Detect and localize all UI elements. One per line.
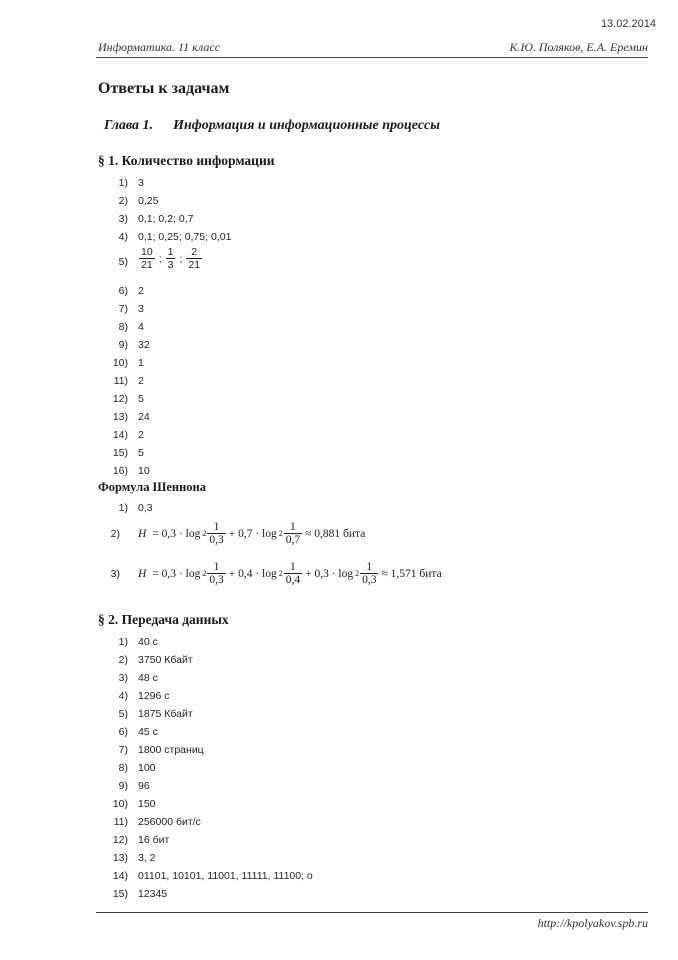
answer-item [112,834,170,846]
shannon-formula-2 [110,521,367,546]
answer-number: 8) [118,762,128,774]
header-course: Информатика. 11 класс [98,40,221,54]
answer-item [118,744,204,756]
answer-text: 3750 Кбайт [138,654,193,666]
answer-number: 2) [118,195,128,207]
answer-text: 2 [138,429,144,441]
fraction [284,521,302,546]
answer-number: 3) [110,567,120,580]
answer-text: 0,25 [138,195,159,207]
answer-item [112,798,156,810]
answer-number: 9) [118,339,128,351]
fraction-denominator: 0,3 [362,574,377,586]
fraction [284,561,302,586]
answer-number: 10) [112,798,128,810]
fraction-denominator: 0,4 [285,574,301,586]
answer-item [112,852,156,864]
answer-number: 11) [113,375,128,387]
answer-text: 5 [138,447,144,459]
answer-number: 7) [118,744,128,756]
fraction-denominator: 21 [141,259,153,271]
fraction-numerator: 1 [366,561,373,573]
answer-number: 8) [118,321,128,333]
answer-item [118,339,150,351]
answer-text: 1800 страниц [138,744,204,756]
answer-item [112,393,144,405]
answer-item [118,708,193,720]
answer-item [113,816,201,828]
answer-text: 4 [138,321,144,333]
fraction-numerator: 1 [290,521,296,533]
fraction [186,246,202,271]
answer-text: 0,1; 0,2; 0,7 [138,213,194,225]
answer-number: 16) [112,465,128,477]
answer-number: 15) [112,447,128,459]
fraction [360,561,378,586]
fraction-denominator: 0,7 [285,534,301,546]
answer-item [118,654,193,666]
answer-text: 10 [138,465,150,477]
answer-number: 1) [118,636,128,648]
answer-number: 12) [112,834,128,846]
fraction-numerator: 1 [290,561,296,573]
answer-text: 32 [138,339,150,351]
answer-number: 9) [118,780,128,792]
answer-text: 3 [138,303,144,315]
shannon-answer-1 [118,502,153,514]
fraction [166,246,176,271]
fraction-numerator: 10 [141,246,153,258]
formula-term: + 0,3 · log [305,567,354,580]
formula-variable: H [138,567,147,580]
answer-item [113,375,144,387]
answer-item [118,321,144,333]
log-base: 2 [278,529,283,538]
answer-item [118,636,158,648]
fraction [139,246,155,271]
answer-item [118,690,170,702]
answer-item [118,285,144,297]
log-base: 2 [202,529,207,538]
answer-text: 45 с [138,726,158,738]
formula-term: + 0,7 · log [228,527,277,540]
fraction-denominator: 3 [167,259,174,271]
answer-text: 2 [138,285,144,297]
answer-text: 1296 с [138,690,170,702]
fraction-denominator: 21 [188,259,201,271]
answer-item [118,726,158,738]
answer-text: 1 [138,357,144,369]
answer-number: 5) [118,708,128,720]
answer-item [112,447,144,459]
answer-item [112,465,150,477]
section-1-heading: § 1. Количество информации [98,153,275,168]
answer-text: 01101, 10101, 11001, 11111, 11100; о [138,870,313,882]
answer-item [118,303,144,315]
fraction [207,561,225,586]
formula-term: = 0,3 · log [152,527,201,540]
fraction-numerator: 2 [191,246,198,258]
answer-text: 1875 Кбайт [138,708,193,720]
shannon-formula-3 [110,561,444,586]
answer-number: 14) [112,870,128,882]
answer-text: 12345 [138,888,168,900]
answer-item [118,195,159,207]
answer-item [112,357,144,369]
answer-item [112,429,144,441]
answer-item [118,231,232,243]
answer-item [112,870,313,882]
answer-text: 0,3 [138,502,153,514]
answer-item [112,411,150,423]
answer-text: 0,1; 0,25; 0,75; 0,01 [138,231,232,243]
answer-number: 1) [118,177,128,189]
fraction-denominator: 0,3 [209,534,224,546]
answer-number: 13) [112,411,128,423]
header-divider [96,57,648,58]
fraction-numerator: 1 [213,521,220,533]
fraction-separator: ; [158,252,162,265]
answer-item [118,672,158,684]
answer-number: 4) [118,231,128,243]
footer-url: http://kpolyakov.spb.ru [537,916,648,930]
formula-term: + 0,4 · log [228,567,277,580]
answer-text: 40 с [138,636,158,648]
header-authors: К.Ю. Поляков, Е.А. Еремин [509,40,648,54]
answer-text: 96 [138,780,150,792]
answer-number: 13) [112,852,128,864]
footer-divider [96,912,648,913]
chapter-title: Информация и информационные процессы [173,118,440,133]
answer-text: 16 бит [138,834,170,846]
answer-number: 2) [118,654,128,666]
answer-number: 15) [112,888,128,900]
answer-item [118,780,150,792]
formula-result: ≈ 0,881 бита [305,527,366,540]
answer-text: 256000 бит/с [138,816,201,828]
answer-number: 14) [112,429,128,441]
fraction-separator: ; [179,252,183,265]
answer-number: 4) [118,690,128,702]
chapter-label: Глава 1. [104,118,154,133]
answer-number: 6) [118,726,128,738]
answer-text: 3, 2 [138,852,156,864]
answer-text: 150 [138,798,156,810]
answer-number: 10) [112,357,128,369]
fraction-numerator: 1 [213,561,220,573]
answer-text: 2 [138,375,144,387]
log-base: 2 [355,569,360,578]
shannon-heading: Формула Шеннона [98,480,206,494]
formula-variable: H [138,527,147,540]
fraction-numerator: 1 [167,246,174,258]
header-date: 13.02.2014 [600,18,656,30]
answer-item [118,213,194,225]
answer-item [118,177,144,189]
answer-number: 2) [110,527,120,540]
answer-number: 7) [118,303,128,315]
answer-number: 5) [118,256,128,268]
fraction-denominator: 0,3 [209,574,224,586]
answer-text: 24 [138,411,150,423]
section-2-heading: § 2. Передача данных [98,612,229,627]
answer-number: 6) [118,285,128,297]
log-base: 2 [278,569,283,578]
answer-item-fractions [118,246,203,271]
answer-number: 12) [112,393,128,405]
answer-text: 100 [138,762,156,774]
fraction [207,521,225,546]
answer-text: 3 [138,177,144,189]
formula-term: = 0,3 · log [152,567,201,580]
answer-number: 3) [118,213,128,225]
formula-result: ≈ 1,571 бита [381,567,442,580]
page-title: Ответы к задачам [98,80,230,97]
answer-number: 3) [118,672,128,684]
answer-item [112,888,168,900]
chapter-heading [104,118,440,134]
answer-number: 1) [118,502,128,514]
answer-number: 11) [113,816,128,828]
answer-text: 5 [138,393,144,405]
log-base: 2 [202,569,207,578]
answer-text: 48 с [138,672,158,684]
answer-item [118,762,156,774]
